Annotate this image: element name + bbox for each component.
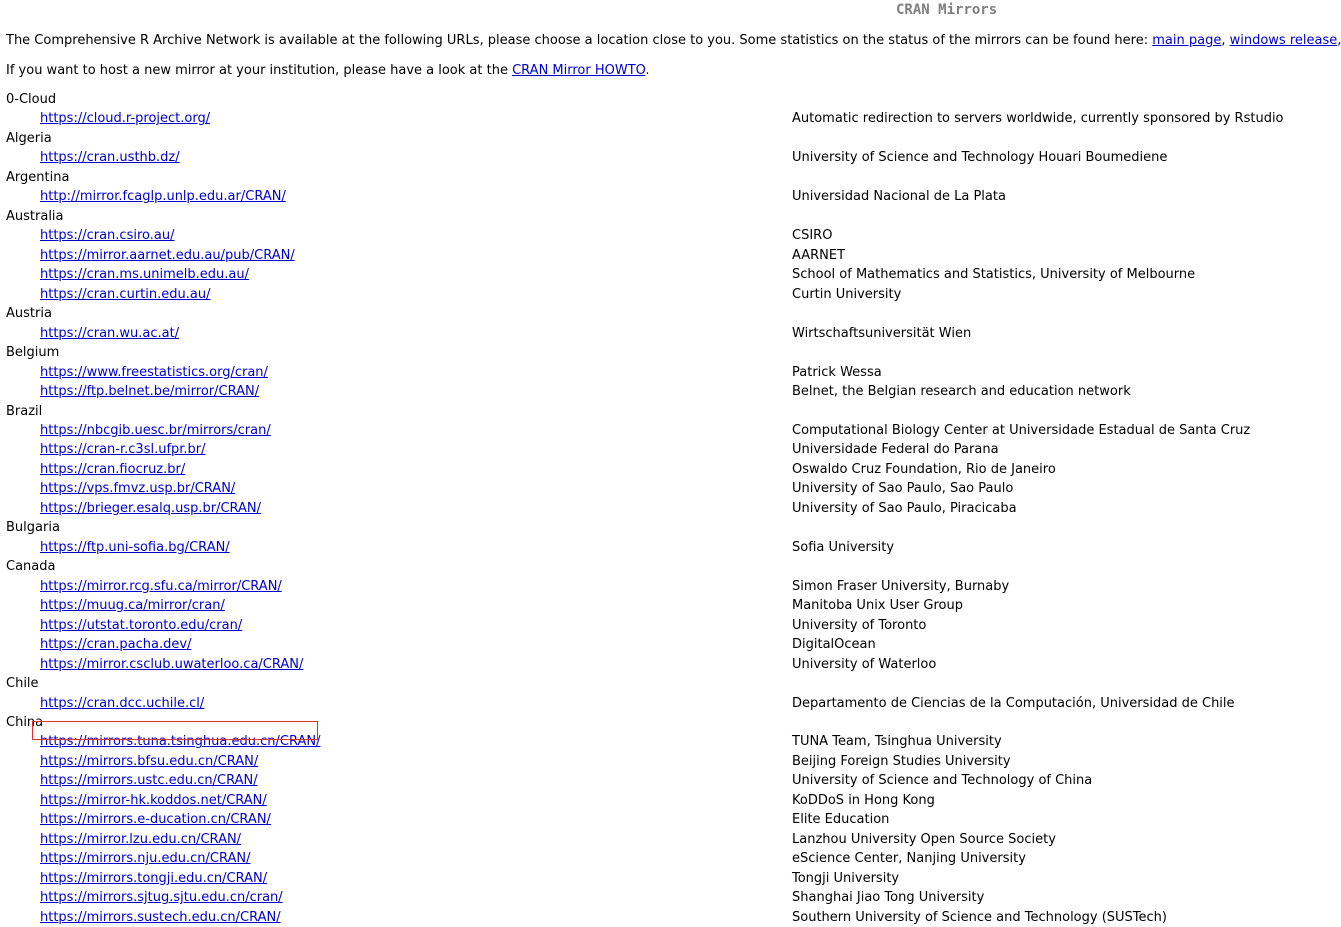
mirror-link[interactable]: https://mirror.rcg.sfu.ca/mirror/CRAN/ (40, 578, 282, 594)
mirror-host: Universidade Federal do Parana (792, 442, 999, 458)
mirror-row (0, 324, 1255, 343)
country-name: Chile (6, 676, 39, 692)
country-name: Belgium (6, 345, 60, 361)
mirror-row (0, 363, 1255, 382)
mirror-link[interactable]: https://cran.curtin.edu.au/ (40, 286, 211, 302)
mirror-link[interactable]: https://mirrors.e-ducation.cn/CRAN/ (40, 812, 271, 828)
country-row (0, 90, 1255, 109)
mirror-row (0, 849, 1255, 868)
mirror-row (0, 888, 1255, 907)
mirror-link[interactable]: https://cran.usthb.dz/ (40, 150, 180, 166)
mirror-link[interactable]: https://mirrors.sustech.edu.cn/CRAN/ (40, 909, 281, 925)
mirror-link[interactable]: https://www.freestatistics.org/cran/ (40, 364, 268, 380)
mirror-row (0, 265, 1255, 284)
mirror-host: AARNET (792, 247, 846, 263)
mirror-host: Computational Biology Center at Universidade Estadual de Santa Cruz (792, 422, 1251, 438)
mirror-row (0, 694, 1255, 713)
country-row (0, 207, 1255, 226)
mirror-host: Elite Education (792, 812, 890, 828)
mirror-row (0, 635, 1255, 654)
intro-paragraph (6, 33, 1341, 49)
mirror-host: Manitoba Unix User Group (792, 598, 963, 614)
host-mirror-text: If you want to host a new mirror at your institution, please have a look at the (6, 63, 513, 78)
mirror-row (0, 791, 1255, 810)
mirror-host: Sofia University (792, 539, 895, 555)
mirror-host: Southern University of Science and Technology (SUSTech) (792, 909, 1167, 925)
mirror-link[interactable]: https://utstat.toronto.edu/cran/ (40, 617, 243, 633)
country-name: Bulgaria (6, 520, 60, 536)
country-row (0, 304, 1255, 323)
mirror-row (0, 538, 1255, 557)
mirror-host: TUNA Team, Tsinghua University (792, 734, 1002, 750)
country-row (0, 518, 1255, 537)
mirror-row (0, 226, 1255, 245)
intro-separator: , (1221, 33, 1230, 48)
mirror-host: University of Sao Paulo, Sao Paulo (792, 481, 1014, 497)
mirror-host: Tongji University (792, 870, 900, 886)
mirror-host: University of Waterloo (792, 656, 937, 672)
mirror-host: Departamento de Ciencias de la Computación, Universidad de Chile (792, 695, 1235, 711)
mirror-host: Patrick Wessa (792, 364, 882, 380)
mirror-link[interactable]: https://mirror.csclub.uwaterloo.ca/CRAN/ (40, 656, 304, 672)
mirror-host: eScience Center, Nanjing University (792, 851, 1026, 867)
mirror-row (0, 148, 1255, 167)
mirror-link[interactable]: https://cran.pacha.dev/ (40, 637, 192, 653)
country-name: Argentina (6, 169, 70, 185)
mirror-link[interactable]: https://vps.fmvz.usp.br/CRAN/ (40, 481, 236, 497)
mirror-link[interactable]: https://mirrors.sjtug.sjtu.edu.cn/cran/ (40, 890, 283, 906)
country-name: 0-Cloud (6, 92, 57, 107)
mirror-link[interactable]: https://cloud.r-project.org/ (40, 111, 211, 127)
country-name: Canada (6, 559, 56, 575)
country-name: Australia (6, 208, 64, 224)
country-name: Algeria (6, 130, 52, 146)
mirror-row (0, 869, 1255, 888)
mirror-row (0, 246, 1255, 265)
mirror-link[interactable]: https://cran.dcc.uchile.cl/ (40, 695, 205, 711)
mirror-row (0, 421, 1255, 440)
mirror-link[interactable]: https://mirrors.tongji.edu.cn/CRAN/ (40, 870, 268, 886)
mirror-link[interactable]: https://cran.fiocruz.br/ (40, 461, 186, 477)
mirror-link[interactable]: https://ftp.uni-sofia.bg/CRAN/ (40, 539, 230, 555)
mirror-host: DigitalOcean (792, 637, 876, 653)
mirror-row (0, 732, 1255, 751)
mirror-table (0, 90, 1284, 927)
mirror-link[interactable]: https://mirror.lzu.edu.cn/CRAN/ (40, 831, 242, 847)
mirror-link[interactable]: https://nbcgib.uesc.br/mirrors/cran/ (40, 422, 271, 438)
main-page-link[interactable]: main page (1152, 33, 1222, 48)
mirror-row (0, 752, 1255, 771)
mirror-link[interactable]: https://cran.csiro.au/ (40, 228, 175, 244)
windows-release-link[interactable]: windows release (1229, 33, 1338, 48)
mirror-host: Oswaldo Cruz Foundation, Rio de Janeiro (792, 461, 1056, 477)
mirror-host: School of Mathematics and Statistics, University of Melbourne (792, 267, 1196, 283)
mirror-link[interactable]: https://mirrors.tuna.tsinghua.edu.cn/CRAN/ (40, 734, 321, 750)
country-name: Austria (6, 306, 52, 322)
mirror-row (0, 285, 1255, 304)
mirror-host: University of Science and Technology Houari Boumediene (792, 150, 1168, 166)
mirror-link[interactable]: https://muug.ca/mirror/cran/ (40, 598, 225, 614)
mirror-host: Curtin University (792, 286, 902, 302)
mirror-host: Automatic redirection to servers worldwide, currently sponsored by Rstudio (792, 111, 1284, 127)
country-name: Brazil (6, 403, 43, 419)
intro-tail: , (1337, 33, 1341, 48)
page-title: CRAN Mirrors (896, 2, 998, 18)
mirror-host: Belnet, the Belgian research and education network (792, 384, 1131, 400)
country-row (0, 557, 1255, 576)
mirror-link[interactable]: https://brieger.esalq.usp.br/CRAN/ (40, 500, 262, 516)
mirror-row (0, 479, 1255, 498)
mirror-row (0, 382, 1255, 401)
mirror-host: University of Science and Technology of China (792, 773, 1093, 789)
mirror-row (0, 830, 1255, 849)
mirror-link[interactable]: https://mirror-hk.koddos.net/CRAN/ (40, 792, 267, 808)
mirror-host: CSIRO (792, 228, 833, 244)
country-row (0, 674, 1255, 693)
intro-text: The Comprehensive R Archive Network is available at the following URLs, please choose a location close to you. Some statistics on the status of the mirrors can be found here: (6, 33, 1153, 48)
mirror-link[interactable]: https://mirror.aarnet.edu.au/pub/CRAN/ (40, 247, 295, 263)
mirror-row (0, 908, 1255, 927)
mirror-row (0, 499, 1255, 518)
mirror-host: Shanghai Jiao Tong University (792, 890, 985, 906)
mirror-host: KoDDoS in Hong Kong (792, 792, 935, 808)
mirror-link[interactable]: https://mirrors.ustc.edu.cn/CRAN/ (40, 773, 258, 789)
mirror-host: Simon Fraser University, Burnaby (792, 578, 1010, 594)
country-name: China (6, 715, 44, 730)
mirror-host: Wirtschaftsuniversität Wien (792, 325, 972, 341)
host-mirror-paragraph (6, 63, 650, 79)
mirror-link[interactable]: https://cran.wu.ac.at/ (40, 325, 180, 341)
cran-mirror-howto-link[interactable]: CRAN Mirror HOWTO (512, 63, 646, 78)
country-row (0, 168, 1255, 187)
mirror-host: Universidad Nacional de La Plata (792, 189, 1006, 205)
mirror-link[interactable]: https://cran-r.c3sl.ufpr.br/ (40, 442, 206, 458)
mirror-host: Lanzhou University Open Source Society (792, 831, 1056, 847)
mirror-row (0, 187, 1255, 206)
mirror-row (0, 771, 1255, 790)
mirror-link[interactable]: https://mirrors.nju.edu.cn/CRAN/ (40, 851, 251, 867)
mirror-link[interactable]: https://cran.ms.unimelb.edu.au/ (40, 267, 249, 283)
mirror-row (0, 810, 1255, 829)
mirror-row (0, 109, 1284, 128)
mirror-row (0, 440, 1255, 459)
country-row (0, 713, 1255, 732)
mirror-host: Beijing Foreign Studies University (792, 753, 1011, 769)
mirror-host: University of Toronto (792, 617, 927, 633)
mirror-row (0, 577, 1255, 596)
mirror-row (0, 616, 1255, 635)
mirror-row (0, 655, 1255, 674)
country-row (0, 129, 1255, 148)
mirror-host: University of Sao Paulo, Piracicaba (792, 500, 1017, 516)
mirror-row (0, 460, 1255, 479)
mirror-link[interactable]: https://mirrors.bfsu.edu.cn/CRAN/ (40, 753, 259, 769)
mirror-link[interactable]: https://ftp.belnet.be/mirror/CRAN/ (40, 384, 260, 400)
country-row (0, 402, 1255, 421)
mirror-link[interactable]: http://mirror.fcaglp.unlp.edu.ar/CRAN/ (40, 189, 286, 205)
mirror-row (0, 596, 1255, 615)
host-mirror-tail: . (645, 63, 650, 78)
country-row (0, 343, 1255, 362)
